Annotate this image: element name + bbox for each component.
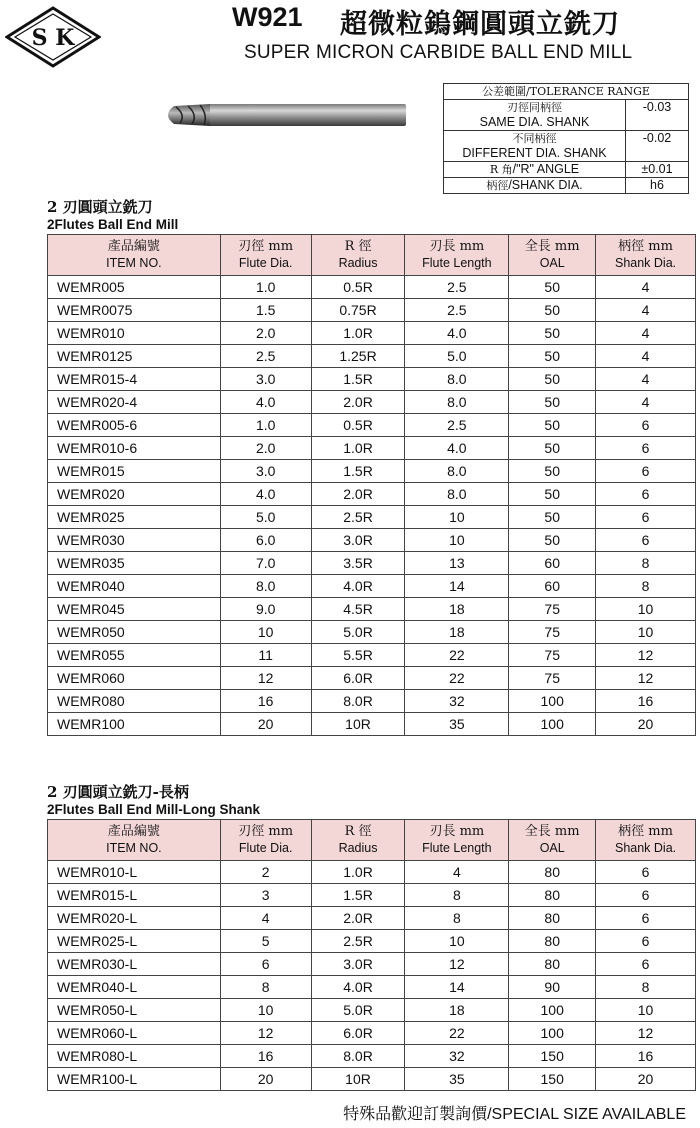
cell-shank-dia: 10 [596,598,696,621]
cell-flute-dia: 1.0 [220,276,311,299]
cell-shank-dia: 6 [596,437,696,460]
cell-radius: 1.25R [311,345,405,368]
cell-radius: 8.0R [311,1045,405,1068]
table-row [48,575,696,598]
cell-item-no: WEMR010 [48,322,221,345]
cell-oal: 50 [509,529,596,552]
cell-flute-length: 8 [405,884,509,907]
cell-radius: 4.0R [311,976,405,999]
cell-radius: 6.0R [311,1022,405,1045]
cell-flute-length: 2.5 [405,414,509,437]
cell-item-no: WEMR030 [48,529,221,552]
cell-radius: 1.5R [311,368,405,391]
table-row [48,391,696,414]
table-row [48,861,696,884]
cell-flute-dia: 3 [220,884,311,907]
table-row [48,884,696,907]
cell-radius: 3.0R [311,529,405,552]
cell-flute-dia: 2.5 [220,345,311,368]
table-row [48,368,696,391]
tolerance-row: 不同柄徑 DIFFERENT DIA. SHANK -0.02 [444,131,689,162]
cell-radius: 2.5R [311,506,405,529]
table-row [48,299,696,322]
footer-note [343,1101,686,1124]
cell-flute-length: 32 [405,1045,509,1068]
cell-flute-length: 8.0 [405,483,509,506]
cell-radius: 8.0R [311,690,405,713]
sk-logo [5,6,101,68]
cell-radius: 3.0R [311,953,405,976]
cell-flute-dia: 10 [220,999,311,1022]
tolerance-row: 刃徑同柄徑 SAME DIA. SHANK -0.03 [444,100,689,131]
cell-flute-length: 5.0 [405,345,509,368]
cell-flute-dia: 3.0 [220,368,311,391]
cell-flute-length: 14 [405,976,509,999]
cell-oal: 50 [509,460,596,483]
cell-oal: 80 [509,861,596,884]
cell-oal: 150 [509,1068,596,1091]
table-row [48,437,696,460]
cell-oal: 60 [509,552,596,575]
cell-flute-length: 4.0 [405,437,509,460]
cell-item-no: WEMR080-L [48,1045,221,1068]
cell-radius: 10R [311,713,405,736]
cell-item-no: WEMR100-L [48,1068,221,1091]
cell-flute-length: 35 [405,1068,509,1091]
ball-end-mill-illustration [160,96,410,136]
cell-radius: 2.5R [311,930,405,953]
column-header-flute-length: 刃長 mm Flute Length [405,820,509,861]
cell-radius: 0.5R [311,414,405,437]
cell-flute-length: 13 [405,552,509,575]
cell-item-no: WEMR0125 [48,345,221,368]
tolerance-table [443,83,689,194]
cell-flute-length: 12 [405,953,509,976]
cell-flute-length: 10 [405,506,509,529]
cell-flute-length: 18 [405,999,509,1022]
cell-shank-dia: 4 [596,368,696,391]
cell-shank-dia: 10 [596,621,696,644]
cell-shank-dia: 6 [596,907,696,930]
cell-flute-length: 2.5 [405,299,509,322]
cell-radius: 3.5R [311,552,405,575]
cell-item-no: WEMR010-L [48,861,221,884]
cell-shank-dia: 16 [596,1045,696,1068]
cell-flute-dia: 2 [220,861,311,884]
column-header-item-no: 產品編號 ITEM NO. [48,820,221,861]
cell-flute-length: 35 [405,713,509,736]
cell-shank-dia: 12 [596,644,696,667]
cell-radius: 5.5R [311,644,405,667]
cell-item-no: WEMR050-L [48,999,221,1022]
cell-item-no: WEMR020-4 [48,391,221,414]
cell-flute-dia: 3.0 [220,460,311,483]
cell-shank-dia: 12 [596,1022,696,1045]
cell-shank-dia: 4 [596,345,696,368]
cell-radius: 10R [311,1068,405,1091]
cell-oal: 80 [509,930,596,953]
cell-flute-dia: 2.0 [220,322,311,345]
cell-flute-dia: 8 [220,976,311,999]
cell-flute-dia: 6 [220,953,311,976]
cell-flute-dia: 1.0 [220,414,311,437]
cell-radius: 4.0R [311,575,405,598]
cell-item-no: WEMR015-L [48,884,221,907]
table-row [48,621,696,644]
table-row [48,976,696,999]
cell-flute-length: 4.0 [405,322,509,345]
product-code: W921 [232,2,303,32]
cell-flute-length: 22 [405,1022,509,1045]
column-header-radius: R 徑 Radius [311,235,405,276]
cell-oal: 75 [509,621,596,644]
footer-en: /SPECIAL SIZE AVAILABLE [487,1106,686,1123]
cell-item-no: WEMR030-L [48,953,221,976]
cell-shank-dia: 4 [596,276,696,299]
cell-item-no: WEMR080 [48,690,221,713]
ball-end-mill-table [47,234,696,736]
table-row [48,322,696,345]
cell-shank-dia: 6 [596,930,696,953]
cell-shank-dia: 20 [596,1068,696,1091]
table-row [48,552,696,575]
column-header-shank-dia: 柄徑 mm Shank Dia. [596,820,696,861]
cell-radius: 5.0R [311,999,405,1022]
cell-item-no: WEMR015-4 [48,368,221,391]
cell-shank-dia: 6 [596,506,696,529]
cell-oal: 80 [509,953,596,976]
column-header-radius: R 徑 Radius [311,820,405,861]
cell-flute-dia: 5.0 [220,506,311,529]
cell-flute-length: 8.0 [405,391,509,414]
cell-flute-length: 18 [405,598,509,621]
cell-flute-dia: 7.0 [220,552,311,575]
cell-shank-dia: 4 [596,299,696,322]
cell-shank-dia: 6 [596,861,696,884]
cell-flute-dia: 11 [220,644,311,667]
cell-flute-dia: 10 [220,621,311,644]
cell-item-no: WEMR050 [48,621,221,644]
product-title-en: SUPER MICRON CARBIDE BALL END MILL [244,42,633,63]
cell-item-no: WEMR020-L [48,907,221,930]
cell-oal: 50 [509,368,596,391]
cell-shank-dia: 16 [596,690,696,713]
cell-radius: 5.0R [311,621,405,644]
table-row [48,690,696,713]
table-row [48,999,696,1022]
cell-item-no: WEMR010-6 [48,437,221,460]
cell-shank-dia: 4 [596,391,696,414]
cell-oal: 60 [509,575,596,598]
cell-flute-length: 22 [405,644,509,667]
table-row [48,529,696,552]
cell-oal: 75 [509,598,596,621]
cell-shank-dia: 20 [596,713,696,736]
table-row [48,1022,696,1045]
cell-shank-dia: 12 [596,667,696,690]
cell-item-no: WEMR0075 [48,299,221,322]
cell-oal: 50 [509,391,596,414]
cell-flute-length: 10 [405,529,509,552]
cell-oal: 75 [509,644,596,667]
cell-flute-length: 22 [405,667,509,690]
cell-flute-dia: 16 [220,690,311,713]
logo-text: S K [31,25,75,51]
cell-flute-dia: 12 [220,667,311,690]
cell-shank-dia: 6 [596,460,696,483]
cell-radius: 2.0R [311,391,405,414]
cell-oal: 50 [509,345,596,368]
cell-shank-dia: 8 [596,976,696,999]
cell-oal: 50 [509,414,596,437]
cell-oal: 100 [509,1022,596,1045]
cell-flute-length: 32 [405,690,509,713]
table-row [48,414,696,437]
cell-item-no: WEMR025-L [48,930,221,953]
column-header-oal: 全長 mm OAL [509,235,596,276]
cell-oal: 50 [509,322,596,345]
cell-flute-dia: 4.0 [220,483,311,506]
cell-flute-dia: 6.0 [220,529,311,552]
cell-oal: 100 [509,690,596,713]
cell-radius: 2.0R [311,907,405,930]
footer-cn: 特殊品歡迎訂製詢價 [343,1104,488,1123]
cell-item-no: WEMR040 [48,575,221,598]
table-row [48,713,696,736]
cell-oal: 100 [509,713,596,736]
table-row [48,644,696,667]
column-header-shank-dia: 柄徑 mm Shank Dia. [596,235,696,276]
cell-item-no: WEMR025 [48,506,221,529]
cell-oal: 50 [509,483,596,506]
product-title-cn: 超微粒鎢鋼圓頭立銑刀 [340,9,620,40]
cell-oal: 80 [509,884,596,907]
cell-flute-dia: 20 [220,1068,311,1091]
cell-radius: 1.0R [311,322,405,345]
tolerance-heading: 公差範圍/TOLERANCE RANGE [444,84,689,100]
cell-shank-dia: 6 [596,529,696,552]
cell-item-no: WEMR055 [48,644,221,667]
cell-radius: 0.75R [311,299,405,322]
table-row [48,1068,696,1091]
cell-oal: 50 [509,506,596,529]
section1-title-en: 2Flutes Ball End Mill [47,217,179,232]
cell-flute-dia: 4 [220,907,311,930]
cell-item-no: WEMR005-6 [48,414,221,437]
cell-oal: 90 [509,976,596,999]
column-header-flute-length: 刃長 mm Flute Length [405,235,509,276]
cell-oal: 80 [509,907,596,930]
tolerance-row: 柄徑/SHANK DIA. h6 [444,178,689,194]
cell-flute-length: 8 [405,907,509,930]
cell-item-no: WEMR015 [48,460,221,483]
cell-oal: 50 [509,276,596,299]
cell-flute-dia: 2.0 [220,437,311,460]
cell-oal: 100 [509,999,596,1022]
column-header-flute-dia: 刃徑 mm Flute Dia. [220,820,311,861]
cell-item-no: WEMR040-L [48,976,221,999]
cell-shank-dia: 6 [596,884,696,907]
table-row [48,930,696,953]
cell-item-no: WEMR005 [48,276,221,299]
cell-flute-dia: 12 [220,1022,311,1045]
cell-flute-length: 2.5 [405,276,509,299]
table-row [48,483,696,506]
table-row [48,1045,696,1068]
cell-shank-dia: 6 [596,953,696,976]
cell-flute-length: 18 [405,621,509,644]
cell-flute-length: 8.0 [405,368,509,391]
cell-flute-dia: 5 [220,930,311,953]
cell-oal: 150 [509,1045,596,1068]
cell-radius: 1.0R [311,437,405,460]
cell-radius: 1.0R [311,861,405,884]
cell-shank-dia: 10 [596,999,696,1022]
section2-title-cn: 2 刃圓頭立銑刀-長柄 [47,783,189,801]
table-row [48,345,696,368]
section1-title-cn: 2 刃圓頭立銑刀 [47,198,153,216]
table-row [48,907,696,930]
table-row [48,460,696,483]
column-header-item-no: 產品編號 ITEM NO. [48,235,221,276]
cell-radius: 2.0R [311,483,405,506]
table-row [48,953,696,976]
cell-flute-dia: 1.5 [220,299,311,322]
cell-item-no: WEMR060-L [48,1022,221,1045]
cell-radius: 0.5R [311,276,405,299]
cell-oal: 75 [509,667,596,690]
cell-item-no: WEMR035 [48,552,221,575]
column-header-flute-dia: 刃徑 mm Flute Dia. [220,235,311,276]
cell-flute-length: 10 [405,930,509,953]
column-header-oal: 全長 mm OAL [509,820,596,861]
cell-flute-dia: 4.0 [220,391,311,414]
cell-radius: 1.5R [311,884,405,907]
cell-radius: 6.0R [311,667,405,690]
cell-radius: 1.5R [311,460,405,483]
cell-shank-dia: 8 [596,575,696,598]
cell-shank-dia: 8 [596,552,696,575]
table-header [48,235,696,276]
cell-item-no: WEMR020 [48,483,221,506]
long-shank-table [47,819,696,1091]
cell-radius: 4.5R [311,598,405,621]
table-row [48,506,696,529]
cell-oal: 50 [509,437,596,460]
tolerance-row: R 角/"R" ANGLE ±0.01 [444,162,689,178]
cell-flute-dia: 16 [220,1045,311,1068]
cell-flute-dia: 8.0 [220,575,311,598]
cell-item-no: WEMR045 [48,598,221,621]
table-row [48,667,696,690]
cell-flute-dia: 20 [220,713,311,736]
cell-item-no: WEMR100 [48,713,221,736]
cell-flute-dia: 9.0 [220,598,311,621]
table-row [48,598,696,621]
cell-shank-dia: 6 [596,483,696,506]
cell-item-no: WEMR060 [48,667,221,690]
section2-title-en: 2Flutes Ball End Mill-Long Shank [47,802,261,817]
cell-oal: 50 [509,299,596,322]
table-header [48,820,696,861]
cell-shank-dia: 6 [596,414,696,437]
cell-shank-dia: 4 [596,322,696,345]
cell-flute-length: 8.0 [405,460,509,483]
cell-flute-length: 14 [405,575,509,598]
table-row [48,276,696,299]
cell-flute-length: 4 [405,861,509,884]
